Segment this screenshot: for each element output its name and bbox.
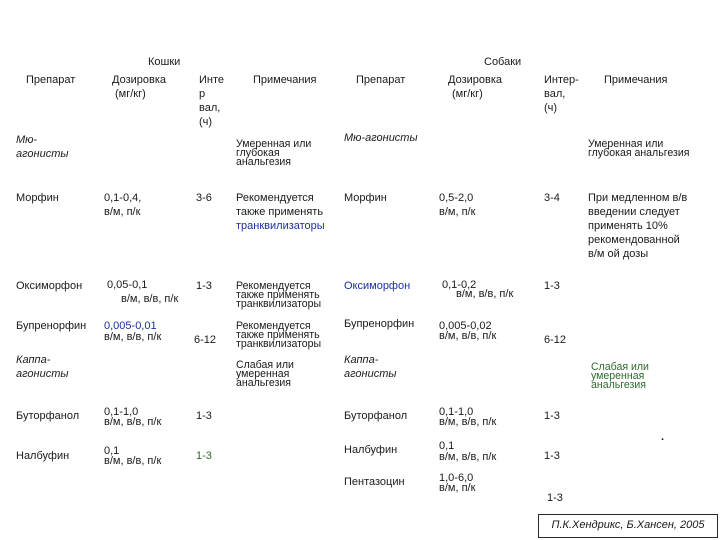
dogs-row-morphine-note-1: При медленном в/в	[588, 192, 688, 204]
cats-row-buprenorphine-drug: Бупренорфин	[16, 320, 87, 332]
cats-row-butorphanol-drug: Буторфанол	[16, 410, 80, 422]
dogs-row-morphine-note-4: рекомендованной	[588, 234, 680, 246]
dogs-row-nalbuphine-drug: Налбуфин	[344, 444, 398, 456]
cats-row-buprenorphine-interval: 6-12	[194, 334, 217, 346]
cats-row-morphine-note-2: также применять	[236, 206, 324, 218]
dogs-row-morphine-note-2: введении следует	[588, 206, 680, 218]
dogs-row-morphine-dose-1: 0,5-2,0	[439, 192, 474, 204]
source-credit: П.К.Хендрикс, Б.Хансен, 2005	[538, 514, 718, 538]
dogs-row-oxymorphone-dose-2: в/м, в/в, п/к	[456, 288, 514, 300]
dogs-row-oxymorphone-interval: 1-3	[544, 280, 560, 292]
cats-kappa-section-1: Каппа-	[16, 354, 51, 366]
cats-row-oxymorphone-note-2: также применять	[236, 289, 320, 301]
cats-row-oxymorphone-drug: Оксиморфон	[16, 280, 83, 292]
dogs-row-butorphanol-drug: Буторфанол	[344, 410, 408, 422]
dogs-row-pentazocine-dose-1: 1,0-6,0	[439, 472, 474, 484]
cats-row-butorphanol-interval: 1-3	[196, 410, 212, 422]
cats-header-interval-4: (ч)	[199, 116, 213, 128]
dogs-row-buprenorphine-interval: 6-12	[544, 334, 567, 346]
dogs-row-buprenorphine-dose-1: 0,005-0,02	[439, 320, 492, 332]
cats-mu-section-1: Мю-	[16, 134, 38, 146]
cats-kappa-note-1: Слабая или	[236, 359, 294, 371]
dogs-row-pentazocine-dose-2: в/м, п/к	[439, 482, 476, 494]
cats-header-notes: Примечания	[253, 74, 317, 86]
cats-row-nalbuphine-interval: 1-3	[196, 450, 212, 462]
cats-row-morphine-dose-1: 0,1-0,4,	[104, 192, 142, 204]
dogs-kappa-section-2: агонисты	[344, 368, 397, 380]
dogs-header-dose-1: Дозировка	[448, 74, 503, 86]
cats-header-dose-2: (мг/кг)	[115, 88, 146, 100]
cats-row-oxymorphone-note-3: транквилизаторы	[236, 298, 322, 310]
dogs-header-interval-3: (ч)	[544, 102, 558, 114]
dogs-row-buprenorphine-dose-2: в/м, в/в, п/к	[439, 330, 497, 342]
cats-header-interval-1: Инте	[199, 74, 225, 86]
cats-row-nalbuphine-dose-2: в/м, в/в, п/к	[104, 455, 162, 467]
dogs-row-morphine-interval: 3-4	[544, 192, 560, 204]
cats-mu-section-2: агонисты	[16, 148, 69, 160]
dogs-kappa-note-3: анальгезия	[591, 379, 646, 391]
cats-row-buprenorphine-dose-1: 0,005-0,01	[104, 320, 157, 332]
dogs-row-nalbuphine-dose-2: в/м, в/в, п/к	[439, 451, 497, 463]
cats-kappa-section-2: агонисты	[16, 368, 69, 380]
dogs-mu-note-2: глубокая анальгезия	[588, 147, 690, 159]
dogs-header-notes: Примечания	[604, 74, 668, 86]
cats-row-butorphanol-dose-1: 0,1-1,0	[104, 406, 139, 418]
dogs-row-morphine-dose-2: в/м, п/к	[439, 206, 476, 218]
dogs-mu-section: Мю-агонисты	[344, 132, 418, 144]
cats-row-morphine-drug: Морфин	[16, 192, 59, 204]
cats-row-buprenorphine-note-2: также применять	[236, 329, 320, 341]
cats-row-buprenorphine-note-3: транквилизаторы	[236, 338, 322, 350]
cats-row-nalbuphine-drug: Налбуфин	[16, 450, 70, 462]
dogs-row-pentazocine-drug: Пентазоцин	[344, 476, 405, 488]
dogs-row-pentazocine-interval: 1-3	[547, 492, 563, 504]
dogs-header-drug: Препарат	[356, 74, 406, 86]
cats-row-nalbuphine-dose-1: 0,1	[104, 445, 120, 457]
cats-kappa-note-3: анальгезия	[236, 377, 291, 389]
cats-row-oxymorphone-dose-1: 0,05-0,1	[107, 279, 148, 291]
cats-kappa-note-2: умеренная	[236, 368, 290, 380]
dogs-row-morphine-note-5: в/м ой дозы	[588, 248, 649, 260]
stray-dot-mark: .	[661, 431, 665, 443]
cats-header-dose-1: Дозировка	[112, 74, 167, 86]
cats-row-oxymorphone-interval: 1-3	[196, 280, 212, 292]
cats-group-title: Кошки	[148, 56, 181, 68]
cats-row-buprenorphine-dose-2: в/м, в/в, п/к	[104, 331, 162, 343]
cats-header-drug: Препарат	[26, 74, 76, 86]
dogs-kappa-note-1: Слабая или	[591, 361, 649, 373]
cats-row-buprenorphine-note-1: Рекомендуется	[236, 320, 311, 332]
cats-mu-note-3: анальгезия	[236, 156, 291, 168]
cats-row-morphine-note-3: транквилизаторы	[236, 220, 325, 232]
dogs-row-morphine-drug: Морфин	[344, 192, 387, 204]
cats-row-morphine-dose-2: в/м, п/к	[104, 206, 141, 218]
dogs-kappa-section-1: Каппа-	[344, 354, 379, 366]
dogs-row-oxymorphone-dose-1: 0,1-0,2	[442, 279, 477, 291]
dogs-row-nalbuphine-dose-1: 0,1	[439, 440, 455, 452]
dogs-row-butorphanol-dose-2: в/м, в/в, п/к	[439, 416, 497, 428]
dogs-header-interval-1: Интер-	[544, 74, 579, 86]
dogs-group-title: Собаки	[484, 56, 522, 68]
cats-mu-note-1: Умеренная или	[236, 138, 312, 150]
cats-row-oxymorphone-dose-2: в/м, в/в, п/к	[121, 293, 179, 305]
dogs-row-morphine-note-3: применять 10%	[588, 220, 668, 232]
dogs-row-butorphanol-dose-1: 0,1-1,0	[439, 406, 474, 418]
dogs-row-buprenorphine-drug: Бупренорфин	[344, 318, 415, 330]
dogs-kappa-note-2: умеренная	[591, 370, 645, 382]
dogs-row-butorphanol-interval: 1-3	[544, 410, 560, 422]
dogs-header-interval-2: вал,	[544, 88, 566, 100]
cats-row-oxymorphone-note-1: Рекомендуется	[236, 280, 311, 292]
dogs-row-nalbuphine-interval: 1-3	[544, 450, 560, 462]
dogs-row-oxymorphone-drug: Оксиморфон	[344, 280, 411, 292]
cats-header-interval-3: вал,	[199, 102, 221, 114]
dogs-header-dose-2: (мг/кг)	[452, 88, 483, 100]
cats-mu-note-2: глубокая	[236, 147, 280, 159]
cats-row-butorphanol-dose-2: в/м, в/в, п/к	[104, 416, 162, 428]
cats-row-morphine-note-1: Рекомендуется	[236, 192, 314, 204]
dogs-mu-note-1: Умеренная или	[588, 138, 664, 150]
cats-header-interval-2: р	[199, 88, 206, 100]
cats-row-morphine-interval: 3-6	[196, 192, 212, 204]
